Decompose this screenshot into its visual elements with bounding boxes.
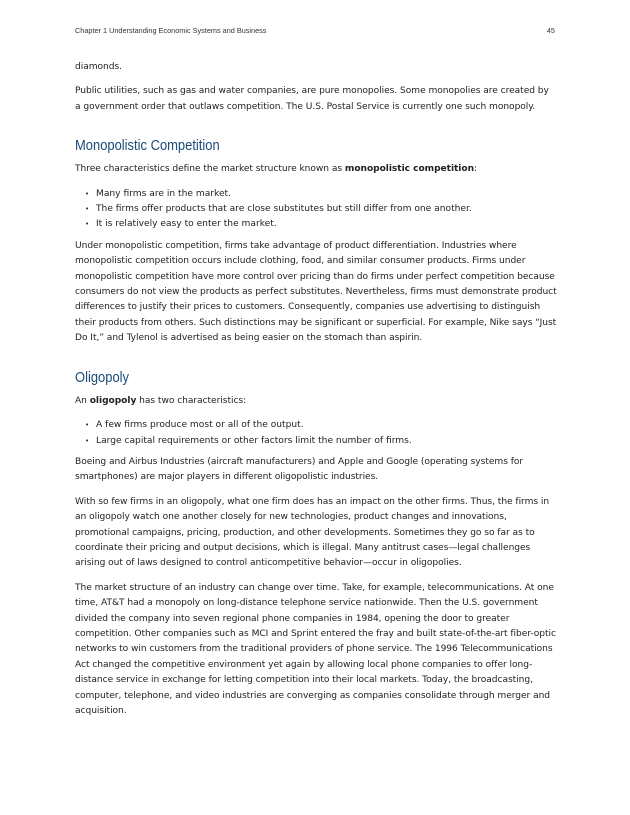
page-content [75, 60, 557, 728]
list-item: • It is relatively easy to enter the market. [96, 217, 557, 232]
monopolistic-lead-paragraph [75, 162, 557, 177]
lead-text-end: : [474, 164, 478, 175]
page-number: 45 [546, 26, 555, 35]
continued-paragraph: diamonds. [75, 62, 123, 72]
section-heading-monopolistic-competition: Monopolistic Competition [75, 138, 220, 155]
oligopoly-lead-paragraph [75, 394, 557, 409]
list-item: • A few firms produce most or all of the output. [96, 418, 557, 433]
utilities-paragraph: Public utilities, such as gas and water companies, are pure monopolies. Some monopolies are created by a government order that outlaws competition. The U.S. Postal Service is currently one such monopoly. [75, 86, 549, 112]
market-change-paragraph: The market structure of an industry can change over time. Take, for example, telecommunications. At one time, AT&T had a monopoly on long-distance telephone service nationwide. Then the U.S. government divided the company into seven regional phone companies in 1984, opening the door to greater competition. Other companies such as MCI and Sprint entered the fray and built state-of-the-art fiber-optic networks to win customers from the traditional providers of phone service. The 1996 Telecommunications Act changed the competitive environment yet again by allowing local phone companies to offer long-distance service in exchange for letting competition into their local markets. Today, the broadcasting, computer, telephone, and video industries are converging as companies consolidate through merger and acquisition. [75, 582, 556, 716]
monopolistic-body-paragraph: Under monopolistic competition, firms take advantage of product differentiation. Industries where monopolistic competition occurs include clothing, food, and similar consumer products. Firms under monopolistic competition have more control over pricing than do firms under perfect competition because consumers do not view the products as perfect substitutes. Nevertheless, firms must demonstrate product differences to justify their prices to customers. Consequently, companies use advertising to distinguish their products from others. Such distinctions may be significant or superficial. For example, Nike says “Just Do It,” and Tylenol is advertised as being easier on the stomach than aspirin. [75, 240, 557, 344]
key-term-oligopoly: oligopoly [89, 395, 137, 406]
lead-text-end: has two characteristics: [136, 395, 247, 406]
list-item: • Many firms are in the market. [96, 187, 557, 202]
monopolistic-characteristics-list [75, 187, 557, 233]
oligopoly-characteristics-list [75, 418, 557, 449]
lead-text: Three characteristics define the market structure known as [75, 164, 345, 175]
list-item: • The firms offer products that are close substitutes but still differ from one another. [96, 202, 557, 217]
key-term-monopolistic-competition: monopolistic competition [344, 164, 475, 175]
running-header [75, 26, 555, 38]
oligopoly-impact-paragraph: With so few firms in an oligopoly, what one firm does has an impact on the other firms. Thus, the firms in an oligopoly watch one another closely for new technologies, product changes and innovations, promotional campaigns, pricing, production, and other developments. Sometimes they go so far as to coordinate their pricing and output decisions, which is illegal. Many antitrust cases—legal challenges arising out of laws designed to control anticompetitive behavior—occur in oligopolies. [75, 496, 550, 569]
oligopoly-examples-paragraph: Boeing and Airbus Industries (aircraft manufacturers) and Apple and Google (operating systems for smartphones) are major players in different oligopolistic industries. [75, 456, 524, 483]
lead-text: An [75, 395, 90, 406]
chapter-title: Chapter 1 Understanding Economic Systems and Business [75, 26, 267, 35]
list-item: • Large capital requirements or other factors limit the number of firms. [96, 434, 557, 449]
section-heading-oligopoly: Oligopoly [75, 369, 129, 386]
